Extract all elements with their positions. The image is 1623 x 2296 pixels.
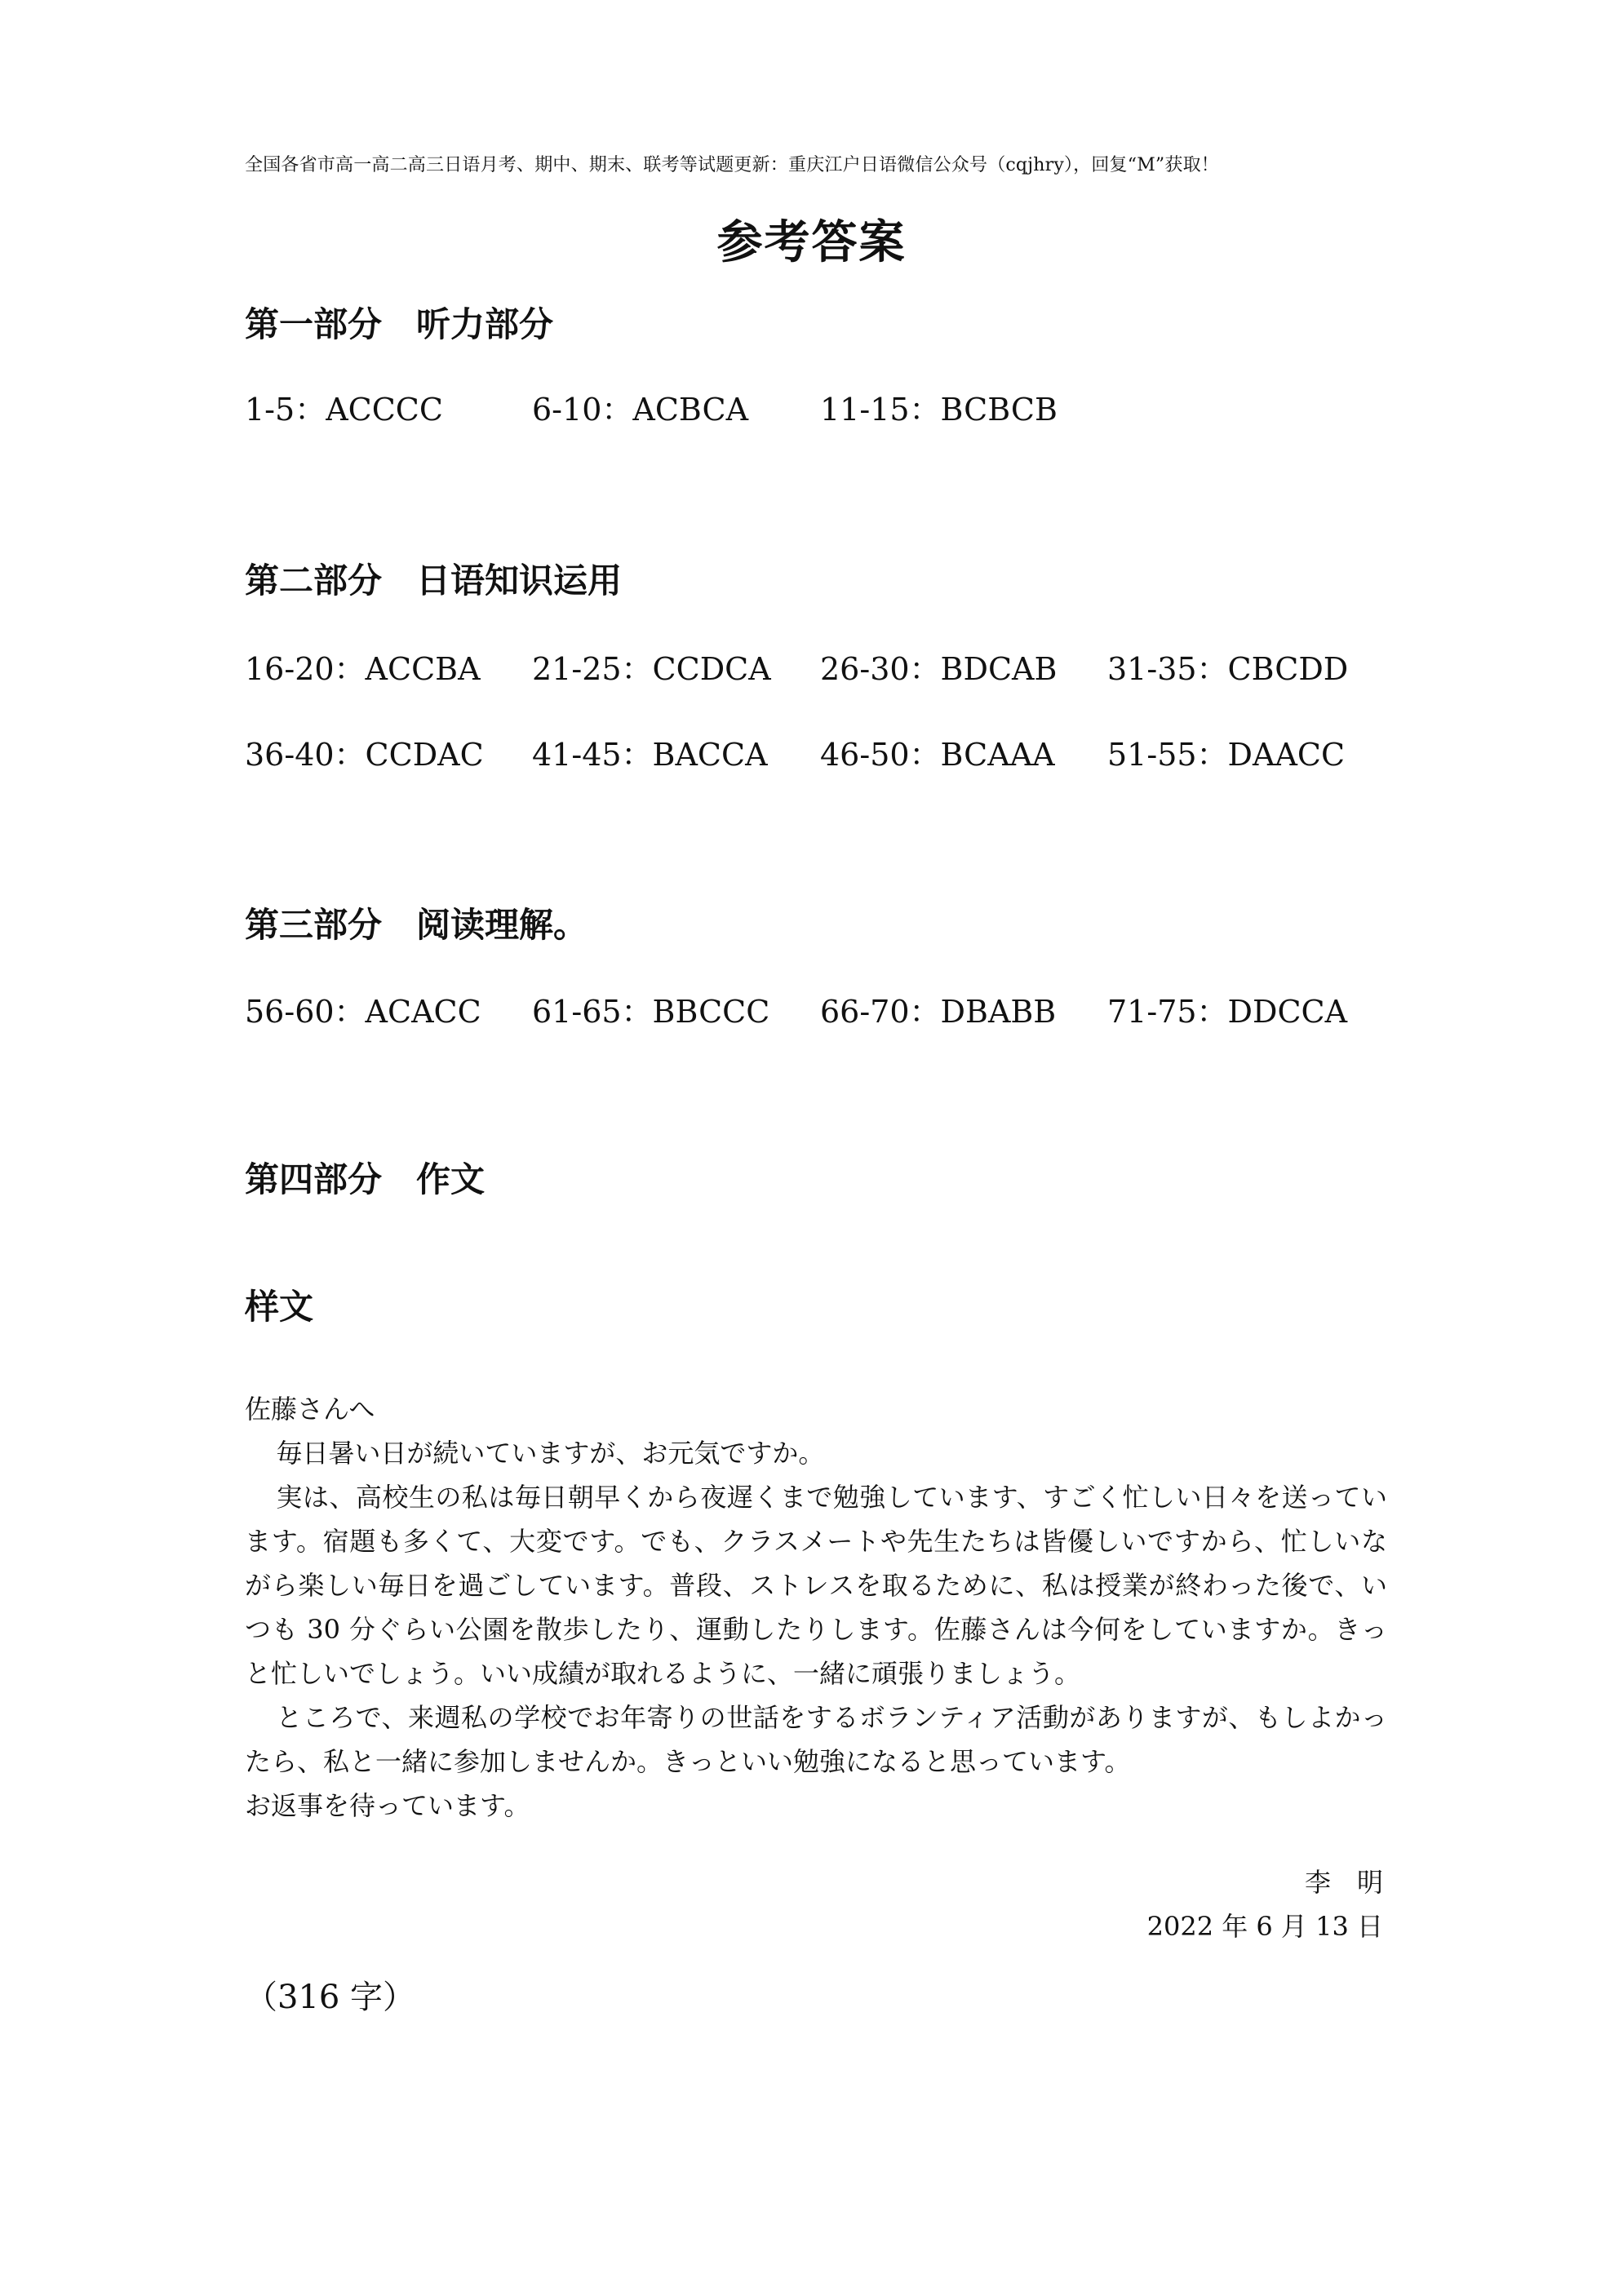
letter-salutation: 佐藤さんへ	[245, 1394, 375, 1425]
page-title: 参考答案	[716, 216, 907, 269]
header-note: 全国各省市高一高二高三日语月考、期中、期末、联考等试题更新：重庆江户日语微信公众号（cqjhry），回复“M”获取！	[245, 155, 1219, 175]
letter-paragraph: 実は、高校生の私は毎日朝早くから夜遅くまで勉強しています、すごく忙しい日々を送っています。宿題も多くて、大変です。でも、クラスメートや先生たちは皆優しいですから、忙しいながら楽しい毎日を過ごしています。普段、ストレスを取るために、私は授業が終わった後で、いつも 30 分ぐらい公園を散歩したり、運動したりします。佐藤さんは今何をしていますか。きっと忙しいでしょう。いい成績が取れるように、一緒に頑張りましょう。	[245, 1482, 1387, 1689]
answer-row	[245, 730, 1428, 779]
answer-group: 16-20：ACCBA	[245, 651, 481, 687]
answer-group: 41-45：BACCA	[532, 737, 768, 773]
answer-group: 56-60：ACACC	[245, 994, 481, 1030]
answer-group: 71-75：DDCCA	[1107, 994, 1348, 1030]
answer-row	[245, 645, 1428, 694]
answer-row	[245, 987, 1428, 1036]
letter-signer: 李 明	[1304, 1867, 1383, 1898]
letter-paragraph: ところで、来週私の学校でお年寄りの世話をするボランティア活動がありますが、もしよかったら、私と一緒に参加しませんか。きっといい勉強になると思っています。	[245, 1702, 1387, 1777]
letter-paragraph: 毎日暑い日が続いていますが、お元気ですか。	[276, 1438, 825, 1469]
answer-group: 46-50：BCAAA	[820, 737, 1055, 773]
section-heading-part2: 第二部分 日语知识运用	[245, 561, 623, 601]
letter-date: 2022 年 6 月 13 日	[1146, 1911, 1383, 1942]
answer-row	[245, 385, 1428, 434]
answer-group: 31-35：CBCDD	[1107, 651, 1349, 687]
answer-group: 51-55：DAACC	[1107, 737, 1346, 773]
answer-group: 1-5：ACCCC	[245, 392, 443, 428]
char-count: （316 字）	[245, 1979, 416, 2016]
letter-closing: お返事を待っています。	[245, 1790, 530, 1821]
answer-group: 36-40：CCDAC	[245, 737, 484, 773]
answer-group: 21-25：CCDCA	[532, 651, 771, 687]
section-heading-part3: 第三部分 阅读理解。	[245, 905, 588, 945]
answer-group: 6-10：ACBCA	[532, 392, 749, 428]
section-heading-part1: 第一部分 听力部分	[245, 304, 554, 344]
sample-letter	[245, 1387, 1387, 1828]
sample-heading: 样文	[245, 1287, 314, 1327]
answer-group: 26-30：BDCAB	[820, 651, 1058, 687]
answer-group: 66-70：DBABB	[820, 994, 1057, 1030]
answer-group: 11-15：BCBCB	[820, 392, 1058, 428]
answer-group: 61-65：BBCCC	[532, 994, 770, 1030]
section-heading-part4: 第四部分 作文	[245, 1159, 486, 1199]
